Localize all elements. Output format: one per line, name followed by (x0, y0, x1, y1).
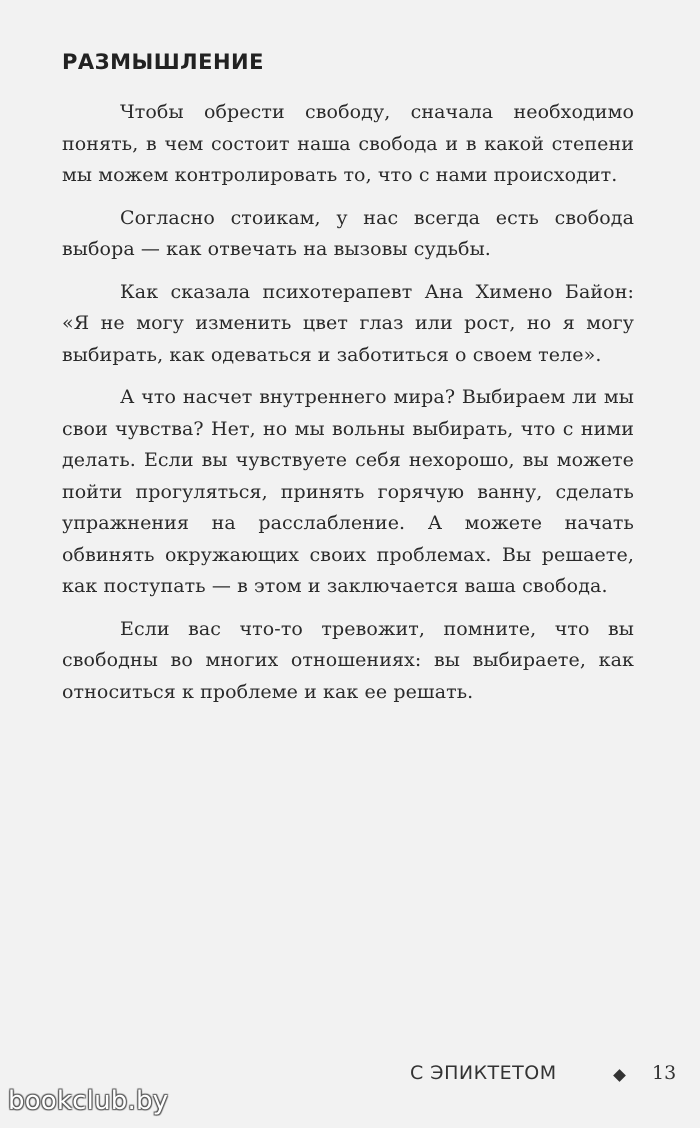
page-number: 13 (652, 1062, 677, 1084)
diamond-ornament-icon (613, 1069, 626, 1082)
section-heading: РАЗМЫШЛЕНИЕ (62, 50, 264, 74)
paragraph: Согласно стоикам, у нас всегда есть свобода выбора — как отвечать на вызовы судьбы. (62, 206, 634, 260)
paragraph: Чтобы обрести свободу, сначала необходимо понять, в чем состоит наша свобода и в какой степени мы можем контролировать то, что с нами происходит. (62, 101, 634, 186)
paragraph: Как сказала психотерапевт Ана Химено Байон: «Я не могу изменить цвет глаз или рост, но я могу выбирать, как одеваться и заботиться о своем теле». (62, 280, 634, 366)
running-head: С ЭПИКТЕТОМ (410, 1062, 557, 1084)
watermark: bookclub.by (8, 1086, 169, 1116)
body-text (62, 97, 634, 719)
paragraph: А что насчет внутреннего мира? Выбираем ли мы свои чувства? Нет, но мы вольны выбирать, что с ними делать. Если вы чувствуете себя нехорошо, вы можете пойти прогуляться, принять горячую ванну, сделать упражнения на расслабление. А можете начать обвинять окружающих своих проблемах. Вы решаете, как поступать — в этом и заключается ваша свобода. (62, 386, 634, 597)
paragraph: Если вас что-то тревожит, помните, что вы свободны во многих отношениях: вы выбираете, как относиться к проблеме и как ее решать. (62, 617, 634, 703)
